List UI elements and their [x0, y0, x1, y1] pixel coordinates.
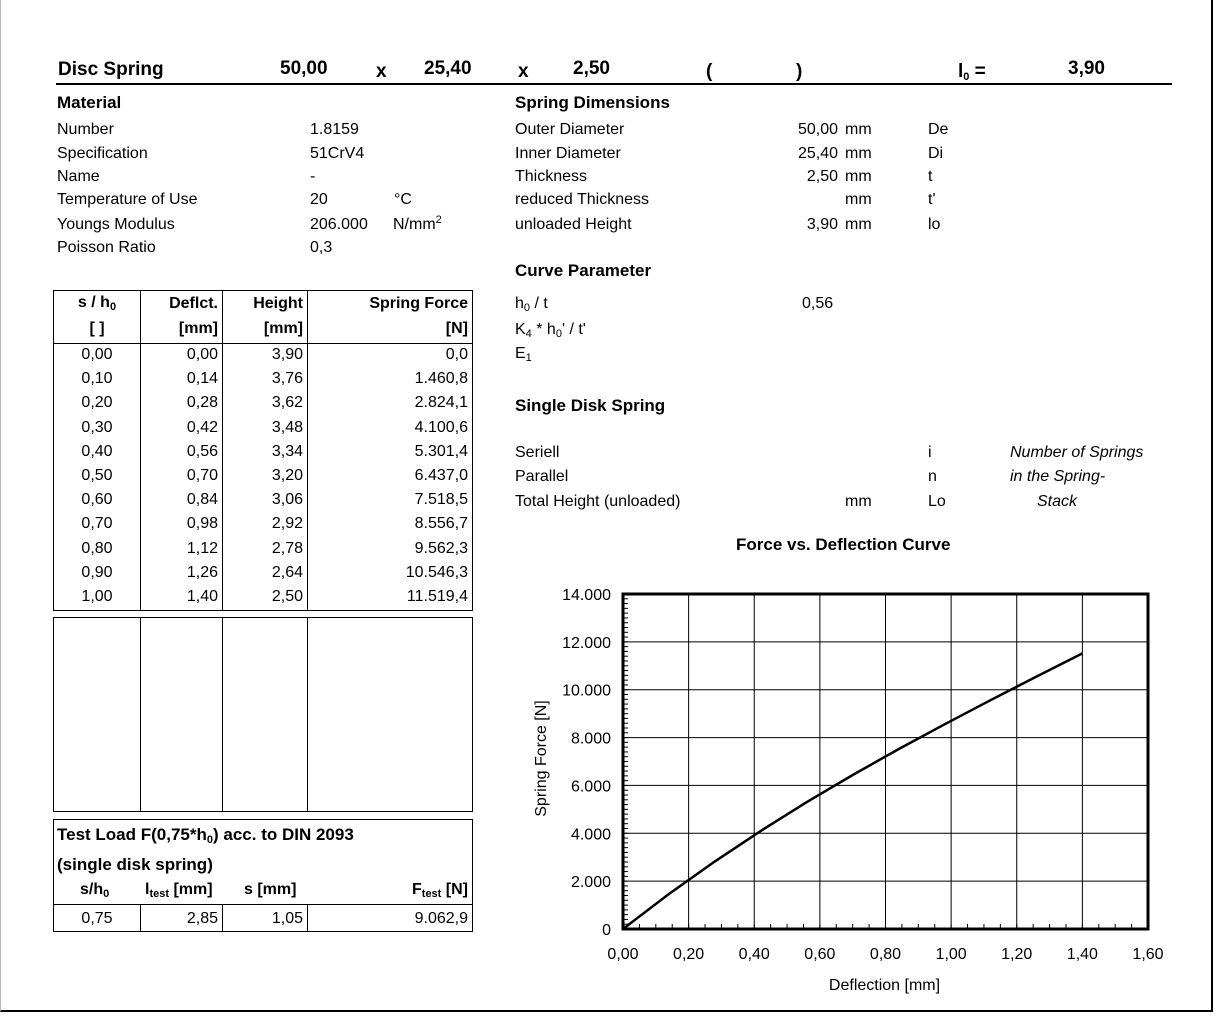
y-tick-label: 10.000	[562, 682, 611, 700]
x-tick-label: 0,20	[673, 946, 705, 963]
ratio-cell: 0,20	[81, 394, 113, 412]
height-cell: 2,50	[271, 588, 303, 605]
y-tick-label: 12.000	[562, 634, 611, 652]
title: Disc Spring	[58, 59, 164, 80]
deflection-cell: 0,70	[186, 467, 218, 484]
h0-over-t-value: 0,56	[802, 295, 834, 312]
force-cell: 5.301,4	[414, 442, 468, 460]
dim-value: 3,90	[806, 216, 838, 233]
deflection-cell: 1,12	[186, 539, 218, 557]
table-header-rule	[53, 343, 473, 344]
curve-heading: Curve Parameter	[515, 261, 652, 280]
single-note: Stack	[1037, 493, 1078, 510]
deflection-cell: 0,42	[186, 418, 218, 436]
dim-unit: mm	[845, 168, 872, 185]
height-cell: 2,64	[271, 563, 303, 581]
force-cell: 10.546,3	[405, 563, 468, 581]
ratio-cell: 0,90	[81, 563, 113, 581]
force-cell: 2.824,1	[414, 394, 468, 412]
height-cell: 3,62	[271, 394, 303, 412]
dim-value: 2,50	[806, 168, 838, 185]
col-header-deflection: Deflct.	[169, 295, 218, 312]
dim-symbol: t	[928, 168, 933, 185]
y-tick-label: 6.000	[570, 778, 611, 796]
single-symbol: n	[928, 468, 937, 485]
single-heading: Single Disk Spring	[515, 396, 666, 415]
y-tick-label: 8.000	[570, 730, 611, 748]
ratio-cell: 1,00	[81, 588, 113, 605]
force-cell: 1.460,8	[414, 370, 468, 388]
single-label: Parallel	[515, 468, 569, 485]
paren-open: (	[706, 61, 713, 82]
ratio-cell: 0,80	[81, 539, 113, 557]
single-label: Seriell	[515, 444, 560, 461]
material-label: Specification	[57, 145, 148, 162]
x-tick-label: 0,40	[738, 946, 770, 963]
material-label: Number	[57, 121, 114, 138]
test-load-title: Test Load $F(0,75*h_0)$ acc. to DIN 2093	[57, 825, 354, 846]
x-tick-label: 1,60	[1132, 946, 1164, 963]
test-col-ltest: $l_{test}$ [mm]	[145, 881, 213, 900]
test-value-s: 1,05	[271, 910, 303, 927]
force-cell: 4.100,6	[414, 418, 468, 436]
ratio-cell: 0,40	[81, 442, 113, 460]
col-header-force: Spring Force	[369, 295, 468, 312]
dim-label: Thickness	[515, 168, 588, 185]
ratio-cell: 0,50	[81, 467, 113, 484]
empty-table	[53, 617, 473, 812]
force-cell: 6.437,0	[414, 467, 468, 484]
test-load-subtitle: (single disk spring)	[57, 855, 213, 874]
height-cell: 3,20	[271, 467, 303, 484]
col-unit-force: [N]	[445, 320, 468, 337]
height-cell: 2,92	[271, 515, 303, 533]
header-rule	[56, 83, 1172, 85]
dim-value: 50,00	[797, 121, 838, 138]
y-axis-label: Spring Force [N]	[533, 700, 550, 817]
x-tick-label: 1,40	[1066, 946, 1098, 963]
outer-diameter-header: 50,00	[280, 58, 328, 79]
test-col-ratio: $s/h_0$	[80, 881, 110, 900]
k4-label: $K_4 * h_0'$ / t'	[515, 321, 586, 340]
col-unit-ratio: [ ]	[89, 320, 105, 337]
material-value: 20	[310, 191, 328, 208]
force-cell: 9.562,3	[414, 539, 468, 557]
deflection-cell: 0,28	[186, 394, 218, 412]
ratio-cell: 0,30	[81, 418, 113, 436]
ratio-cell: 0,60	[81, 491, 113, 509]
force-cell: 7.518,5	[414, 491, 468, 509]
dim-symbol: t'	[928, 191, 936, 208]
force-cell: 0,0	[445, 346, 468, 363]
dimensions-heading: Spring Dimensions	[515, 93, 670, 112]
material-value: 1.8159	[310, 121, 359, 138]
height-cell: 3,90	[271, 346, 303, 363]
material-value: 51CrV4	[310, 145, 365, 162]
deflection-cell: 0,00	[186, 346, 218, 363]
test-col-ftest: $F_{test}$ [N]	[412, 881, 468, 900]
height-cell: 3,06	[271, 491, 303, 509]
table-divider	[307, 617, 308, 811]
test-value-ltest: 2,85	[186, 910, 218, 927]
e1-label: $E_1$	[515, 345, 532, 364]
force-cell: 11.519,4	[406, 588, 468, 605]
material-unit: $N/mm^2$	[393, 214, 442, 233]
ratio-cell: 0,00	[81, 346, 113, 363]
x-tick-label: 0,60	[804, 946, 836, 963]
y-tick-label: 0	[602, 922, 611, 939]
material-value: 206.000	[310, 216, 368, 233]
dim-unit: mm	[845, 216, 872, 233]
dim-value: 25,40	[797, 145, 838, 162]
x-tick-label: 1,20	[1001, 946, 1033, 963]
single-note: Number of Springs	[1010, 444, 1144, 461]
table-divider	[222, 617, 223, 811]
dim-label: Inner Diameter	[515, 145, 621, 162]
thickness-header: 2,50	[573, 58, 610, 79]
paren-close: )	[796, 61, 803, 82]
single-symbol: Lo	[928, 493, 946, 510]
x-tick-label: 1,00	[935, 946, 967, 963]
material-label: Poisson Ratio	[57, 239, 156, 256]
test-col-s: s [mm]	[244, 881, 297, 898]
material-value: 0,3	[310, 239, 333, 256]
y-tick-label: 4.000	[570, 826, 611, 844]
dim-label: reduced Thickness	[515, 191, 649, 208]
times-sign-1: x	[376, 61, 387, 82]
test-value-ftest: 9.062,9	[414, 910, 468, 927]
height-cell: 3,48	[271, 418, 303, 436]
single-label: Total Height (unloaded)	[515, 493, 681, 510]
dim-unit: mm	[845, 121, 872, 138]
chart-title: Force vs. Deflection Curve	[736, 535, 951, 554]
material-label: Youngs Modulus	[57, 216, 175, 233]
deflection-cell: 1,26	[186, 563, 218, 581]
y-tick-label: 2.000	[570, 874, 611, 892]
height-cell: 2,78	[271, 539, 303, 557]
inner-diameter-header: 25,40	[424, 58, 472, 79]
deflection-cell: 0,98	[186, 515, 218, 533]
dim-label: Outer Diameter	[515, 121, 625, 138]
deflection-cell: 0,56	[186, 442, 218, 460]
material-unit: °C	[394, 191, 412, 208]
height-cell: 3,76	[271, 370, 303, 388]
test-header-rule	[53, 904, 473, 905]
dim-unit: mm	[845, 145, 872, 162]
test-value-ratio: 0,75	[81, 910, 113, 927]
single-symbol: i	[928, 444, 932, 461]
l0-value: 3,90	[1068, 58, 1105, 79]
single-note: in the Spring-	[1010, 468, 1106, 485]
material-label: Temperature of Use	[57, 191, 198, 208]
table-divider	[140, 617, 141, 811]
y-tick-label: 14.000	[562, 587, 611, 604]
deflection-cell: 0,14	[186, 370, 218, 388]
h0-over-t-label: $h_0$ / t	[515, 295, 548, 314]
dim-symbol: lo	[928, 216, 941, 233]
deflection-cell: 0,84	[186, 491, 218, 509]
ratio-cell: 0,10	[81, 370, 113, 388]
col-unit-deflection: [mm]	[178, 320, 218, 337]
material-label: Name	[57, 168, 100, 185]
height-cell: 3,34	[271, 442, 303, 460]
dim-unit: mm	[845, 191, 872, 208]
x-axis-label: Deflection [mm]	[828, 977, 941, 994]
dim-label: unloaded Height	[515, 216, 632, 233]
single-unit: mm	[845, 493, 872, 510]
dim-symbol: Di	[928, 145, 944, 162]
col-header-ratio: s / $h_0$	[77, 294, 117, 313]
x-tick-label: 0,00	[607, 946, 639, 963]
ratio-cell: 0,70	[81, 515, 113, 533]
force-cell: 8.556,7	[414, 515, 468, 533]
dim-symbol: De	[928, 121, 949, 138]
material-heading: Material	[57, 93, 122, 112]
times-sign-2: x	[518, 61, 529, 82]
material-value: -	[310, 168, 316, 185]
deflection-cell: 1,40	[186, 588, 218, 605]
col-header-height: Height	[253, 295, 303, 312]
x-tick-label: 0,80	[869, 946, 902, 963]
col-unit-height: [mm]	[263, 320, 303, 337]
l0-label: $l_0$ =	[958, 61, 986, 83]
